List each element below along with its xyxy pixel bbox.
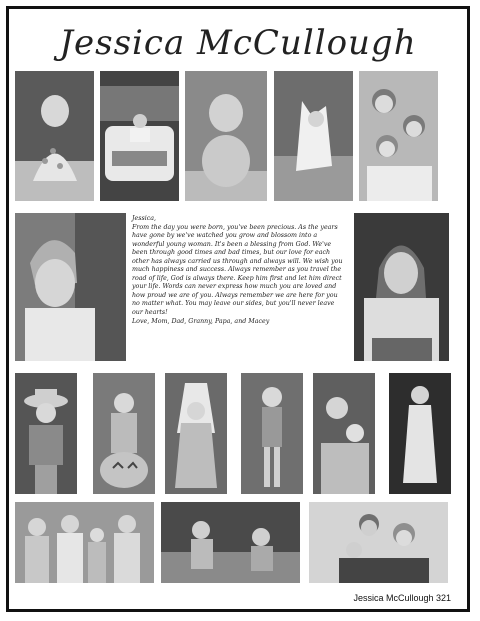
letter-text — [132, 215, 346, 365]
page-footer: Jessica McCullough 321 — [353, 593, 451, 603]
photo-family-four — [15, 502, 154, 583]
photo-family-group — [359, 71, 438, 201]
letter-signature: Love, Mom, Dad, Granny, Papa, and Macey — [132, 317, 270, 325]
letter-greeting: Jessica, — [132, 215, 157, 222]
page-title: Jessica McCullough — [59, 23, 417, 63]
photo-child-in-chair — [274, 71, 353, 201]
photo-child-swimsuit — [241, 373, 303, 494]
photo-toddler-portrait — [15, 213, 126, 361]
photo-child-pumpkin — [93, 373, 155, 494]
photo-child-costume — [165, 373, 227, 494]
photo-baby-on-blanket — [15, 71, 94, 201]
photo-child-cowboy-hat — [15, 373, 77, 494]
photo-teen-portrait — [354, 213, 449, 361]
photo-family-three — [309, 502, 448, 583]
photo-child-in-car — [100, 71, 179, 201]
photo-pool — [161, 502, 300, 583]
photo-baby-sitting — [185, 71, 267, 201]
photo-child-with-baby — [313, 373, 375, 494]
page-frame — [6, 6, 470, 612]
letter-body: From the day you were born, you've been precious. As the years have gone by we've watched you grow and blossom into a wonderful young woman. It's been a blessing from God. We've been through good times and bad times, but our love for each other has always carried us through and always will. We wish you much happiness and success. Always remember as you travel the road of life, God is always there. Keep him first and let him direct your life. Words can never express how much you are loved and how proud we are of you. Always remember we are here for you no matter what. You may leave our sides, but you'll never leave our hearts! — [132, 223, 343, 317]
photo-girl-in-dress — [389, 373, 451, 494]
